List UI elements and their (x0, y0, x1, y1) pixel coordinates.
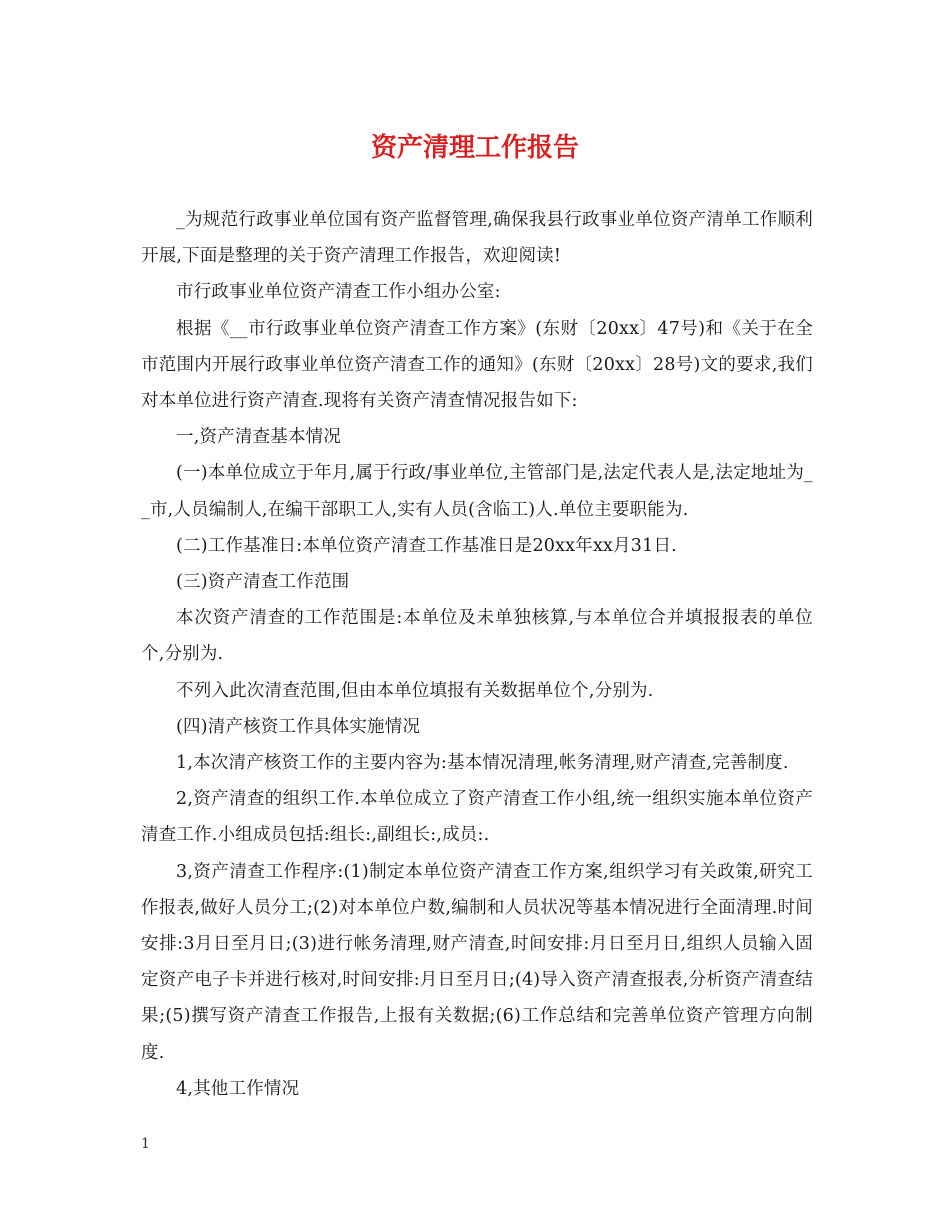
paragraph-scope: 本次资产清查的工作范围是:本单位及未单独核算,与本单位合并填报报表的单位个,分别为. (141, 608, 813, 665)
paragraph-addressee: 市行政事业单位资产清查工作小组办公室: (176, 282, 501, 303)
paragraph-item-3: 3,资产清查工作程序:(1)制定本单位资产清查工作方案,组织学习有关政策,研究工作报表,做好人员分工;(2)对本单位户数,编制和人员状况等基本情况进行全面清理.时间安排:3月日至月日;(3)进行帐务清理,财产清查,时间安排:月日至月日,组织人员输入固定资产电子卡并进行核对,时间安排:月日至月日;(4)导入资产清查报表,分析资产清查结果;(5)撰写资产清查工作报告,上报有关数据;(6)工作总结和完善单位资产管理方向制度. (141, 861, 813, 1063)
paragraph-item-4: 4,其他工作情况 (176, 1078, 300, 1099)
document-title: 资产清理工作报告 (370, 133, 579, 163)
paragraph-item-2: 2,资产清查的组织工作.本单位成立了资产清查工作小组,统一组织实施本单位资产清查工作.小组成员包括:组长:,副组长:,成员:. (141, 789, 813, 846)
paragraph-intro: _为规范行政事业单位国有资产监督管理,确保我县行政事业单位资产清单工作顺利开展,下面是整理的关于资产清理工作报告，欢迎阅读! (141, 210, 813, 267)
paragraph-basis: 根据《__市行政事业单位资产清查工作方案》(东财〔20xx〕47号)和《关于在全市范围内开展行政事业单位资产清查工作的通知》(东财〔20xx〕28号)文的要求,我们对本单位进行资产清查.现将有关资产清查情况报告如下: (141, 318, 813, 412)
paragraph-item-1: 1,本次清产核资工作的主要内容为:基本情况清理,帐务清理,财产清查,完善制度. (176, 753, 789, 774)
heading-section-1: 一,资产清查基本情况 (176, 427, 342, 448)
heading-implementation: (四)清产核资工作具体实施情况 (176, 716, 421, 737)
paragraph-unit-info: (一)本单位成立于年月,属于行政/事业单位,主管部门是,法定代表人是,法定地址为__市,人员编制人,在编干部职工人,实有人员(含临工)人.单位主要职能为. (141, 463, 813, 520)
page-number: 1 (141, 1136, 150, 1152)
document-body (141, 202, 813, 1107)
paragraph-base-date: (二)工作基准日:本单位资产清查工作基准日是20xx年xx月31日. (176, 535, 677, 556)
paragraph-excluded: 不列入此次清查范围,但由本单位填报有关数据单位个,分别为. (176, 680, 654, 701)
heading-scope: (三)资产清查工作范围 (176, 572, 350, 593)
